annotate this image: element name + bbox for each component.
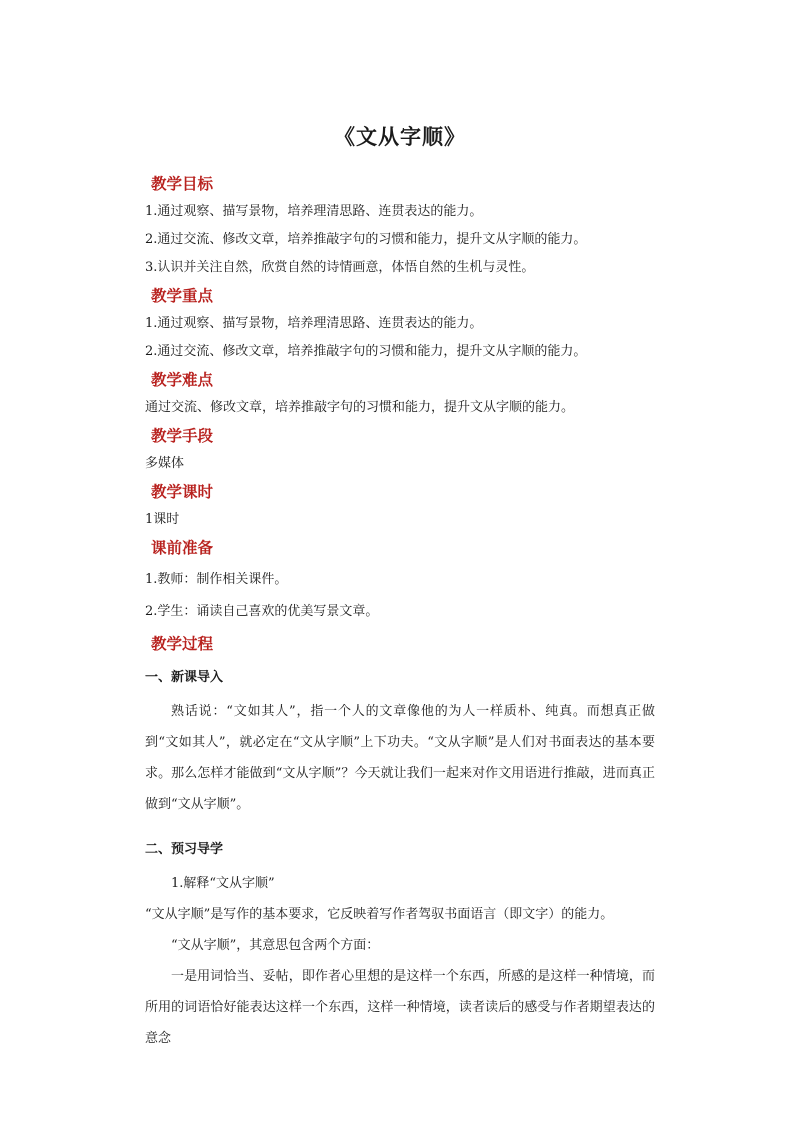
preview-paragraph-1: 1.解释“文从字顺” bbox=[171, 876, 275, 891]
preparation-item-1: 1.教师：制作相关课件。 bbox=[145, 572, 288, 587]
preparation-item-2: 2.学生：诵读自己喜欢的优美写景文章。 bbox=[145, 604, 379, 619]
document-content bbox=[145, 122, 655, 1054]
preview-paragraph-3: “文从字顺”，其意思包含两个方面： bbox=[171, 938, 380, 953]
subheading-new-lesson-intro: 一、新课导入 bbox=[145, 670, 224, 685]
key-point-item-2: 2.通过交流、修改文章，培养推敲字句的习惯和能力，提升文从字顺的能力。 bbox=[145, 344, 587, 359]
section-heading-preparation: 课前准备 bbox=[151, 538, 214, 557]
section-heading-process: 教学过程 bbox=[151, 634, 214, 653]
section-heading-means: 教学手段 bbox=[151, 426, 214, 445]
preview-paragraph-4: 一是用词恰当、妥帖，即作者心里想的是这样一个东西，所感的是这样一种情境，而所用的词语恰好能表达这样一个东西，这样一种情境，读者读后的感受与作者期望表达的意念 bbox=[145, 969, 655, 1046]
hours-item-1: 1课时 bbox=[145, 512, 180, 527]
section-heading-difficulties: 教学难点 bbox=[151, 370, 214, 389]
difficulty-item-1: 通过交流、修改文章，培养推敲字句的习惯和能力，提升文从字顺的能力。 bbox=[145, 400, 575, 415]
subheading-preview-guide: 二、预习导学 bbox=[145, 842, 224, 857]
goal-item-3: 3.认识并关注自然，欣赏自然的诗情画意，体悟自然的生机与灵性。 bbox=[145, 260, 535, 275]
section-heading-key-points: 教学重点 bbox=[151, 286, 214, 305]
preview-paragraph-2: “文从字顺”是写作的基本要求，它反映着写作者驾驭书面语言（即文字）的能力。 bbox=[145, 907, 614, 922]
intro-paragraph: 熟话说：“文如其人”，指一个人的文章像他的为人一样质朴、纯真。而想真正做到“文如其人”，就必定在“文从字顺”上下功夫。“文从字顺”是人们对书面表达的基本要求。那么怎样才能做到“文从字顺”？今天就让我们一起来对作文用语进行推敲，进而真正做到“文从字顺”。 bbox=[145, 704, 655, 812]
means-item-1: 多媒体 bbox=[145, 456, 185, 471]
section-heading-goals: 教学目标 bbox=[151, 174, 214, 193]
goal-item-1: 1.通过观察、描写景物，培养理清思路、连贯表达的能力。 bbox=[145, 204, 483, 219]
goal-item-2: 2.通过交流、修改文章，培养推敲字句的习惯和能力，提升文从字顺的能力。 bbox=[145, 232, 587, 247]
section-heading-hours: 教学课时 bbox=[151, 482, 214, 501]
document-title: 《文从字顺》 bbox=[334, 124, 466, 149]
key-point-item-1: 1.通过观察、描写景物，培养理清思路、连贯表达的能力。 bbox=[145, 316, 483, 331]
